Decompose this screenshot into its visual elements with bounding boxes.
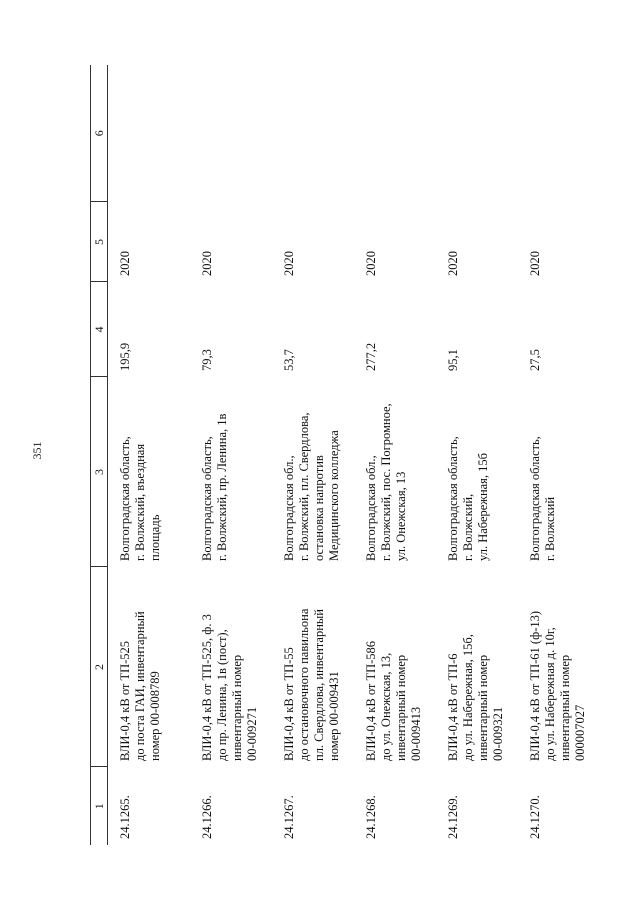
cell-year: 2020 [118, 251, 132, 276]
cell-note [272, 65, 354, 202]
header-col-5: 5 [91, 202, 108, 282]
cell-note [108, 65, 191, 202]
cell-number: 24.1267. [282, 795, 296, 839]
registry-table [90, 65, 600, 845]
cell-value: 79,3 [200, 349, 214, 371]
page-number: 351 [30, 441, 44, 460]
cell-number: 24.1269. [446, 795, 460, 839]
cell-name: ВЛИ-0,4 кВ от ТП-55 до остановочного павильона пл. Свердлова, инвентарный номер 00-009431 [282, 608, 341, 761]
cell-value: 195,9 [118, 342, 132, 371]
cell-value: 277,2 [364, 342, 378, 371]
cell-name: ВЛИ-0,4 кВ от ТП-586 до ул. Онежская, 13, инвентарный номер 00-009413 [364, 640, 423, 761]
cell-year: 2020 [528, 251, 542, 276]
cell-year: 2020 [446, 251, 460, 276]
cell-address: Волгоградская область, г. Волжский, пр. Ленина, 1в [200, 413, 229, 561]
header-col-4: 4 [91, 282, 108, 377]
registry-table-container [90, 65, 610, 845]
cell-name: ВЛИ-0,4 кВ от ТП-525, ф. 3 до пр. Ленина, 1в (пост), инвентарный номер 00-009271 [200, 614, 259, 761]
cell-address: Волгоградская область, г. Волжский [528, 436, 557, 561]
cell-address: Волгоградская обл., г. Волжский, пл. Свердлова, остановка напротив Медицинского колледжа [282, 412, 341, 561]
table-row [108, 65, 191, 845]
cell-note [518, 65, 600, 202]
cell-year: 2020 [364, 251, 378, 276]
cell-note [436, 65, 518, 202]
table-row [518, 65, 600, 845]
table-row [190, 65, 272, 845]
cell-note [190, 65, 272, 202]
cell-value: 53,7 [282, 349, 296, 371]
header-row [91, 65, 108, 845]
cell-name: ВЛИ-0,4 кВ от ТП-61 (ф-13) до ул. Набережная д. 10г, инвентарный номер 000007027 [528, 610, 587, 761]
cell-value: 27,5 [528, 349, 542, 371]
cell-address: Волгоградская область, г. Волжский, въездная площадь [118, 436, 162, 561]
header-col-3: 3 [91, 377, 108, 567]
cell-number: 24.1268. [364, 795, 378, 839]
header-col-6: 6 [91, 65, 108, 202]
cell-number: 24.1265. [118, 795, 132, 839]
table-body [108, 65, 601, 845]
cell-year: 2020 [200, 251, 214, 276]
cell-number: 24.1270. [528, 795, 542, 839]
cell-address: Волгоградская область, г. Волжский, ул. Набережная, 15б [446, 436, 490, 561]
table-row [436, 65, 518, 845]
table-header [91, 65, 108, 845]
table-row [272, 65, 354, 845]
cell-note [354, 65, 436, 202]
table-row [354, 65, 436, 845]
cell-address: Волгоградская обл., г. Волжский, пос. Погромное, ул. Онежская, 13 [364, 403, 408, 561]
header-col-2: 2 [91, 567, 108, 767]
cell-number: 24.1266. [200, 795, 214, 839]
cell-value: 95,1 [446, 349, 460, 371]
header-col-1: 1 [91, 767, 108, 845]
cell-name: ВЛИ-0,4 кВ от ТП-525 до поста ГАИ, инвентарный номер 00-008789 [118, 611, 162, 761]
cell-name: ВЛИ-0,4 кВ от ТП-6 до ул. Набережная, 15б, инвентарный номер 00-009321 [446, 634, 505, 761]
cell-year: 2020 [282, 251, 296, 276]
